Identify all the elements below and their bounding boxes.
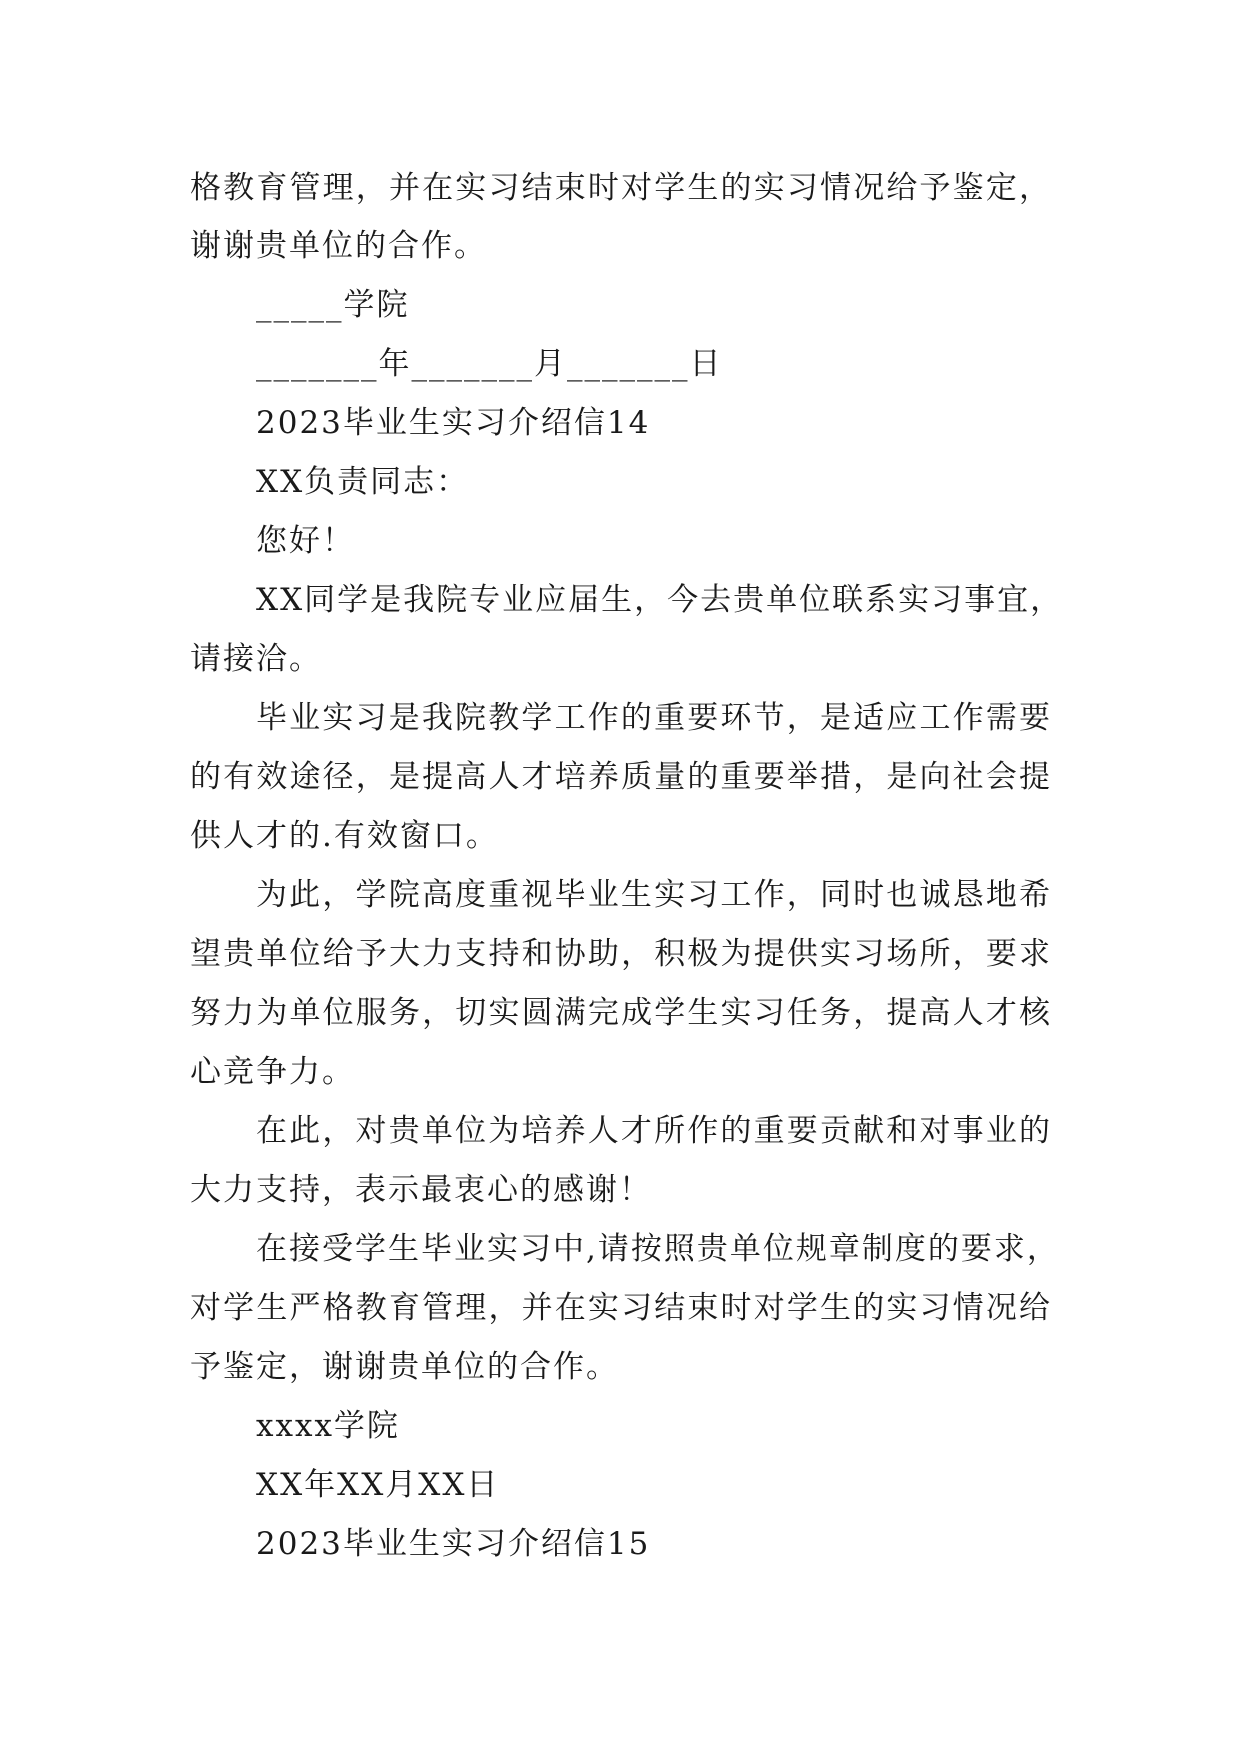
text-line: 努力为单位服务，切实圆满完成学生实习任务，提高人才核 [190, 995, 1052, 1031]
signature-date: XX年XX月XX日 [256, 1467, 500, 1503]
text-line: 请接洽。 [190, 641, 322, 677]
text-line: 对学生严格教育管理，并在实习结束时对学生的实习情况给 [190, 1290, 1052, 1326]
signature-school: xxxx学院 [256, 1408, 400, 1444]
section-heading: 2023毕业生实习介绍信15 [256, 1526, 651, 1562]
text-line: 在此，对贵单位为培养人才所作的重要贡献和对事业的 [256, 1113, 1052, 1149]
section-heading: 2023毕业生实习介绍信14 [256, 405, 651, 441]
text-line: 望贵单位给予大力支持和协助，积极为提供实习场所，要求 [190, 936, 1052, 972]
text-line: 心竞争力。 [190, 1054, 355, 1090]
text-line: 格教育管理，并在实习结束时对学生的实习情况给予鉴定， [190, 170, 1052, 206]
signature-school-blank: _____学院 [256, 287, 410, 323]
text-line: 谢谢贵单位的合作。 [190, 228, 487, 264]
greeting: 您好！ [256, 523, 355, 559]
text-line: 为此，学院高度重视毕业生实习工作，同时也诚恳地希 [256, 877, 1052, 913]
salutation: XX负责同志： [256, 464, 470, 500]
signature-date-blank: _______年_______月_______日 [256, 346, 723, 382]
text-line: XX同学是我院专业应届生，今去贵单位联系实习事宜， [256, 582, 1064, 618]
text-line: 予鉴定，谢谢贵单位的合作。 [190, 1349, 619, 1385]
text-line: 的有效途径，是提高人才培养质量的重要举措，是向社会提 [190, 759, 1052, 795]
text-line: 毕业实习是我院教学工作的重要环节，是适应工作需要 [256, 700, 1052, 736]
text-line: 供人才的.有效窗口。 [190, 818, 499, 854]
text-line: 大力支持，表示最衷心的感谢！ [190, 1172, 652, 1208]
text-line: 在接受学生毕业实习中,请按照贵单位规章制度的要求， [256, 1231, 1060, 1267]
